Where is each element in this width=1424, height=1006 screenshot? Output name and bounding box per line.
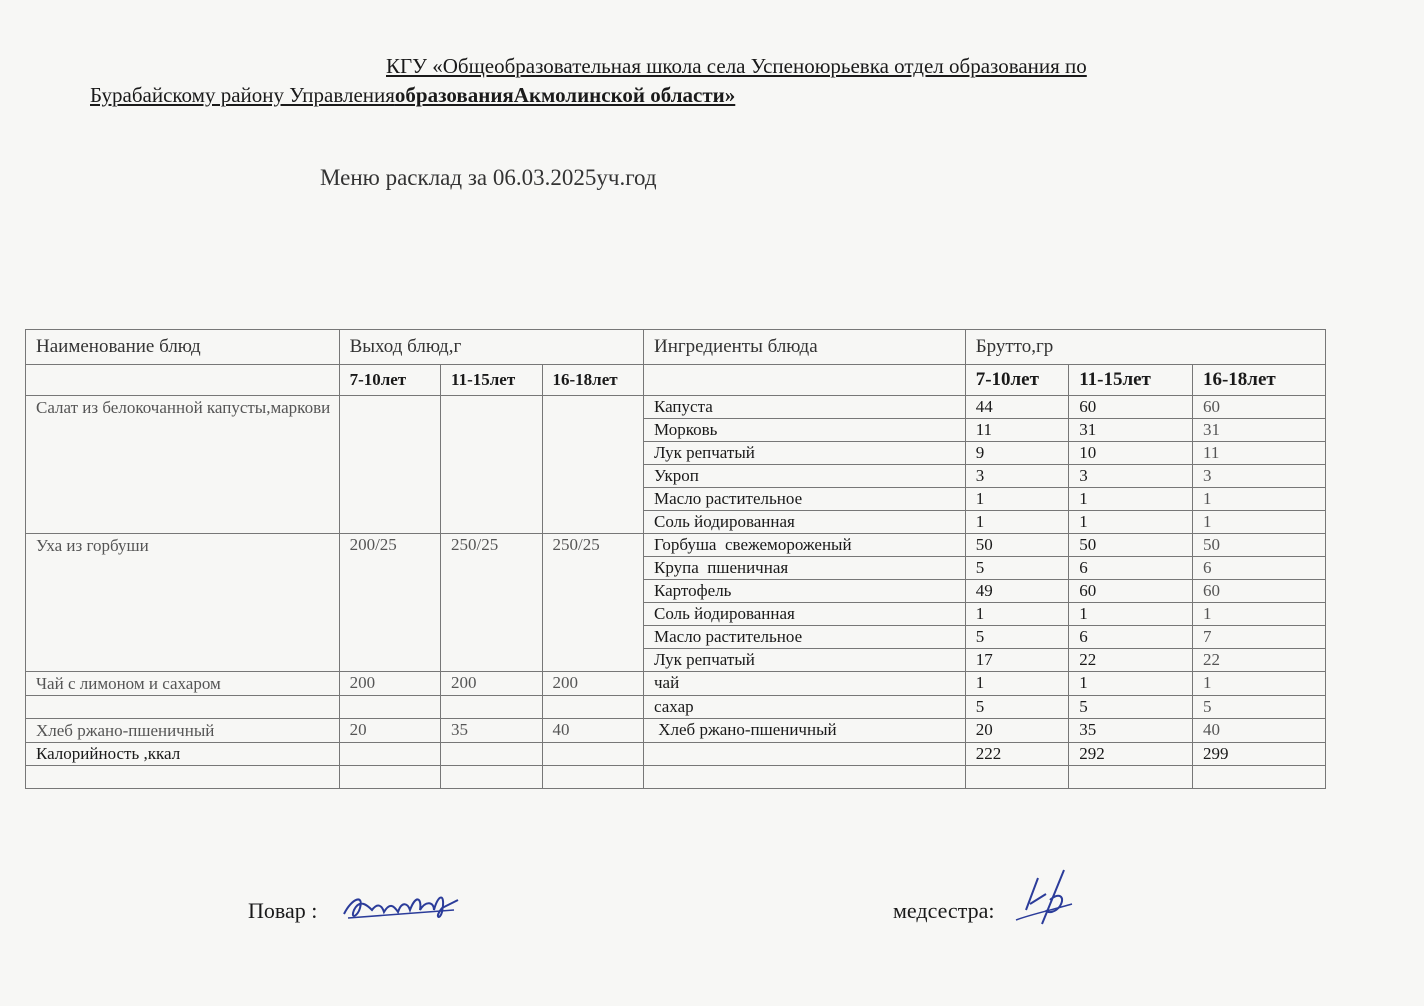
calories-label: Калорийность ,ккал bbox=[26, 743, 340, 766]
ingredient-brutto-1: 1 bbox=[965, 488, 1069, 511]
header-ingredients: Ингредиенты блюда bbox=[644, 330, 966, 365]
dish-output-1 bbox=[339, 396, 440, 534]
output-age-1: 7-10лет bbox=[339, 365, 440, 396]
empty-cell bbox=[1192, 766, 1325, 789]
dish-output-1: 20 bbox=[339, 719, 440, 743]
ingredient-brutto-2: 3 bbox=[1069, 465, 1193, 488]
ingredient-brutto-2: 1 bbox=[1069, 603, 1193, 626]
ingredient-name: Лук репчатый bbox=[644, 649, 966, 672]
ingredient-brutto-3: 60 bbox=[1192, 396, 1325, 419]
ingredient-brutto-3: 1 bbox=[1192, 603, 1325, 626]
ingredient-brutto-1: 20 bbox=[965, 719, 1069, 743]
ingredient-brutto-2: 1 bbox=[1069, 672, 1193, 696]
ingredient-brutto-2: 60 bbox=[1069, 580, 1193, 603]
ingredient-name: Морковь bbox=[644, 419, 966, 442]
calories-value-2: 292 bbox=[1069, 743, 1193, 766]
ingredient-brutto-3: 60 bbox=[1192, 580, 1325, 603]
ingredient-name: Хлеб ржано-пшеничный bbox=[644, 719, 966, 743]
ingredient-brutto-2: 6 bbox=[1069, 626, 1193, 649]
ingredient-brutto-1: 50 bbox=[965, 534, 1069, 557]
brutto-age-3: 16-18лет bbox=[1192, 365, 1325, 396]
ingredient-brutto-3: 11 bbox=[1192, 442, 1325, 465]
dish-output-3 bbox=[542, 396, 644, 534]
empty-cell bbox=[441, 766, 542, 789]
ingredient-brutto-1: 1 bbox=[965, 511, 1069, 534]
ingredient-brutto-3: 1 bbox=[1192, 672, 1325, 696]
empty-cell bbox=[644, 766, 966, 789]
output-age-2: 11-15лет bbox=[441, 365, 542, 396]
ingredient-name: Картофель bbox=[644, 580, 966, 603]
ingredient-brutto-1: 44 bbox=[965, 396, 1069, 419]
table-row bbox=[26, 719, 1326, 743]
age-spacer bbox=[26, 365, 340, 396]
empty-cell bbox=[965, 766, 1069, 789]
table-header-row bbox=[26, 330, 1326, 365]
calories-value-1: 222 bbox=[965, 743, 1069, 766]
dish-output-1 bbox=[339, 696, 440, 719]
ingredient-name: Капуста bbox=[644, 396, 966, 419]
ingredient-brutto-3: 1 bbox=[1192, 488, 1325, 511]
empty-cell bbox=[1069, 766, 1193, 789]
ingredient-brutto-3: 50 bbox=[1192, 534, 1325, 557]
table-row bbox=[26, 396, 1326, 419]
document-title: Меню расклад за 06.03.2025уч.год bbox=[320, 165, 657, 190]
ingredient-brutto-2: 22 bbox=[1069, 649, 1193, 672]
ingredient-brutto-2: 60 bbox=[1069, 396, 1193, 419]
table-row bbox=[26, 696, 1326, 719]
ingredient-brutto-3: 7 bbox=[1192, 626, 1325, 649]
ingredient-brutto-1: 1 bbox=[965, 603, 1069, 626]
dish-output-3: 250/25 bbox=[542, 534, 644, 672]
cook-label: Повар : bbox=[248, 898, 318, 923]
header-line-2-regular: Бурабайскому району Управления bbox=[90, 83, 395, 107]
dish-name bbox=[26, 696, 340, 719]
ingredient-brutto-2: 5 bbox=[1069, 696, 1193, 719]
brutto-age-1: 7-10лет bbox=[965, 365, 1069, 396]
ingredient-brutto-2: 6 bbox=[1069, 557, 1193, 580]
ingredient-brutto-3: 22 bbox=[1192, 649, 1325, 672]
nurse-signature-icon bbox=[1012, 864, 1078, 932]
dish-output-3: 40 bbox=[542, 719, 644, 743]
dish-output-1: 200 bbox=[339, 672, 440, 696]
table-age-row bbox=[26, 365, 1326, 396]
dish-output-3: 200 bbox=[542, 672, 644, 696]
dish-name: Салат из белокочанной капусты,маркови bbox=[26, 396, 340, 534]
menu-table bbox=[25, 329, 1326, 789]
output-age-3: 16-18лет bbox=[542, 365, 644, 396]
ingredient-brutto-3: 6 bbox=[1192, 557, 1325, 580]
ingredient-name: Масло растительное bbox=[644, 488, 966, 511]
cook-signature-icon bbox=[338, 884, 464, 928]
ingredient-name: сахар bbox=[644, 696, 966, 719]
dish-output-3 bbox=[542, 696, 644, 719]
ingredient-name: Лук репчатый bbox=[644, 442, 966, 465]
empty-row bbox=[26, 766, 1326, 789]
dish-output-1: 200/25 bbox=[339, 534, 440, 672]
dish-output-2 bbox=[441, 396, 542, 534]
ingredient-name: Соль йодированная bbox=[644, 511, 966, 534]
nurse-signature-block bbox=[893, 898, 994, 924]
ingredient-brutto-1: 5 bbox=[965, 626, 1069, 649]
empty-cell bbox=[26, 766, 340, 789]
ingredient-name: Укроп bbox=[644, 465, 966, 488]
dish-name: Уха из горбуши bbox=[26, 534, 340, 672]
empty-cell bbox=[339, 743, 440, 766]
empty-cell bbox=[542, 766, 644, 789]
ingredient-name: Крупа пшеничная bbox=[644, 557, 966, 580]
dish-output-2: 200 bbox=[441, 672, 542, 696]
ingredient-brutto-1: 5 bbox=[965, 557, 1069, 580]
ingredient-brutto-1: 3 bbox=[965, 465, 1069, 488]
empty-cell bbox=[441, 743, 542, 766]
header-brutto: Брутто,гр bbox=[965, 330, 1325, 365]
ingredient-brutto-3: 31 bbox=[1192, 419, 1325, 442]
empty-cell bbox=[542, 743, 644, 766]
dish-output-2: 35 bbox=[441, 719, 542, 743]
ingredient-brutto-1: 17 bbox=[965, 649, 1069, 672]
table-row bbox=[26, 672, 1326, 696]
ingredient-name: Масло растительное bbox=[644, 626, 966, 649]
ingredient-brutto-3: 3 bbox=[1192, 465, 1325, 488]
ingredient-brutto-1: 5 bbox=[965, 696, 1069, 719]
cook-signature-block bbox=[248, 898, 317, 924]
header-output: Выход блюд,г bbox=[339, 330, 643, 365]
empty-cell bbox=[339, 766, 440, 789]
ingredient-brutto-2: 1 bbox=[1069, 511, 1193, 534]
ingredient-brutto-3: 5 bbox=[1192, 696, 1325, 719]
dish-name: Чай с лимоном и сахаром bbox=[26, 672, 340, 696]
ingredient-name: чай bbox=[644, 672, 966, 696]
ingredient-brutto-1: 11 bbox=[965, 419, 1069, 442]
empty-cell bbox=[644, 743, 966, 766]
document-header bbox=[90, 52, 1240, 110]
ingredient-brutto-3: 1 bbox=[1192, 511, 1325, 534]
ingredient-brutto-3: 40 bbox=[1192, 719, 1325, 743]
ingredient-name: Горбуша свежемороженый bbox=[644, 534, 966, 557]
header-dish: Наименование блюд bbox=[26, 330, 340, 365]
ingredient-brutto-1: 49 bbox=[965, 580, 1069, 603]
dish-output-2: 250/25 bbox=[441, 534, 542, 672]
ingredient-brutto-1: 9 bbox=[965, 442, 1069, 465]
dish-name: Хлеб ржано-пшеничный bbox=[26, 719, 340, 743]
ingredient-brutto-2: 50 bbox=[1069, 534, 1193, 557]
brutto-age-2: 11-15лет bbox=[1069, 365, 1193, 396]
header-line-1: КГУ «Общеобразовательная школа села Успеноюрьевка отдел образования по bbox=[386, 54, 1087, 78]
nurse-label: медсестра: bbox=[893, 898, 995, 923]
ingredient-name: Соль йодированная bbox=[644, 603, 966, 626]
header-line-2-bold: образованияАкмолинской области» bbox=[394, 83, 736, 107]
ingredient-brutto-2: 10 bbox=[1069, 442, 1193, 465]
ingredient-brutto-2: 31 bbox=[1069, 419, 1193, 442]
ingredient-brutto-1: 1 bbox=[965, 672, 1069, 696]
calories-row bbox=[26, 743, 1326, 766]
age-spacer bbox=[644, 365, 966, 396]
ingredient-brutto-2: 1 bbox=[1069, 488, 1193, 511]
table-row bbox=[26, 534, 1326, 557]
dish-output-2 bbox=[441, 696, 542, 719]
calories-value-3: 299 bbox=[1192, 743, 1325, 766]
ingredient-brutto-2: 35 bbox=[1069, 719, 1193, 743]
